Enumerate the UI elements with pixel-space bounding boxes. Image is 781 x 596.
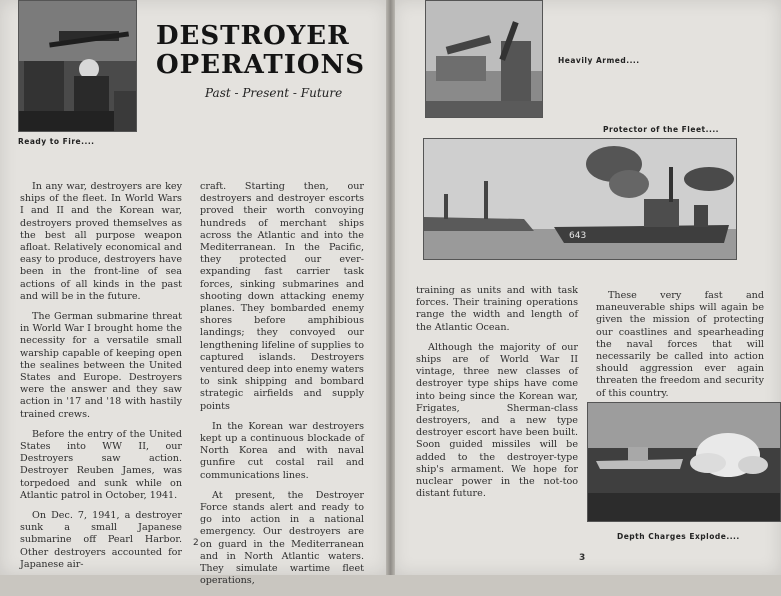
paragraph: In the Korean war destroyers kept up a continuous blockade of North Korea and with naval gunfire cut costal rail and communications lines. [200, 420, 364, 481]
page-number-right: 3 [579, 553, 586, 563]
destroyer-at-sea-photo [423, 138, 737, 260]
page-number-left: 2 [193, 538, 199, 548]
left-column-2 [200, 181, 364, 596]
paragraph: Although the majority of our ships are of World War II vintage, three new classes of destroyer type ships have come into being since the Korean war, Frigates, Sherman-class destroyers, and a new type destroyer escort have been built. Soon guided missiles will be added to the destroyer-type ship's armament. We hope for nuclear power in the not-too distant future. [416, 341, 578, 500]
heavily-armed-caption: Heavily Armed.... [558, 56, 640, 65]
paragraph: The German submarine threat in World War I brought home the necessity for a versatile small warship capable of keeping open the sealines between the United States and Europe. Destroyers were the answer and they saw action in '17 and '18 with hastily trained crews. [20, 311, 182, 420]
depth-charges-caption: Depth Charges Explode.... [617, 532, 740, 541]
page-title [156, 22, 371, 80]
paragraph: training as units and with task forces. Their training operations range the width and length of the Atlantic Ocean. [416, 285, 578, 333]
right-column-1 [416, 285, 578, 508]
paragraph: craft. Starting then, our destroyers and destroyer escorts proved their worth convoying hundreds of merchant ships across the Atlantic and into the Mediterranean. In the Pacific, they protected our ever-expanding fast carrier task forces, sinking submarines and shooting down attacking enemy planes. They bombarded enemy shores before amphibious landings; they convoyed our lengthening lifeline of supplies to captured islands. Destroyers ventured deep into enemy waters to sink shipping and bombard strategic airfields and supply points [200, 181, 364, 412]
left-column-1 [20, 181, 182, 579]
paragraph: In any war, destroyers are key ships of the fleet. In World Wars I and II and the Korean war, destroyers proved themselves as the best all purpose weapon afloat. Relatively economical and easy to produce, destroyers have been in the front-line of sea actions of all kinds in the past and will be in the future. [20, 181, 182, 302]
title-line-2: OPERATIONS [156, 50, 366, 80]
title-line-1: DESTROYER [156, 21, 350, 51]
gun-crew-photo [18, 0, 137, 132]
ready-to-fire-caption: Ready to Fire.... [18, 137, 95, 146]
paragraph: Before the entry of the United States into WW II, our Destroyers saw action. Destroyer Reuben James, was torpedoed and sunk while on Atlantic patrol in October, 1941. [20, 428, 182, 501]
heavily-armed-photo [425, 0, 543, 118]
paragraph: These very fast and maneuverable ships will again be given the mission of protecting our coastlines and spearheading the naval forces that will necessarily be called into action should aggression ever again threaten the freedom and security of this country. [596, 290, 764, 399]
page-subtitle: Past - Present - Future [205, 86, 343, 100]
paragraph: At present, the Destroyer Force stands alert and ready to go into action in a national emergency. Our destroyers are on guard in the Mediterranean and in North Atlantic waters. They simulate wartime fleet operations, [200, 489, 364, 587]
depth-charge-photo [587, 402, 781, 522]
hull-number: 643 [569, 231, 587, 241]
paragraph: On Dec. 7, 1941, a destroyer sunk a small Japanese submarine off Pearl Harbor. Other destroyers accounted for Japanese air- [20, 510, 182, 570]
right-column-2 [596, 290, 764, 408]
page-gutter [386, 0, 395, 575]
protector-caption: Protector of the Fleet.... [603, 125, 720, 134]
